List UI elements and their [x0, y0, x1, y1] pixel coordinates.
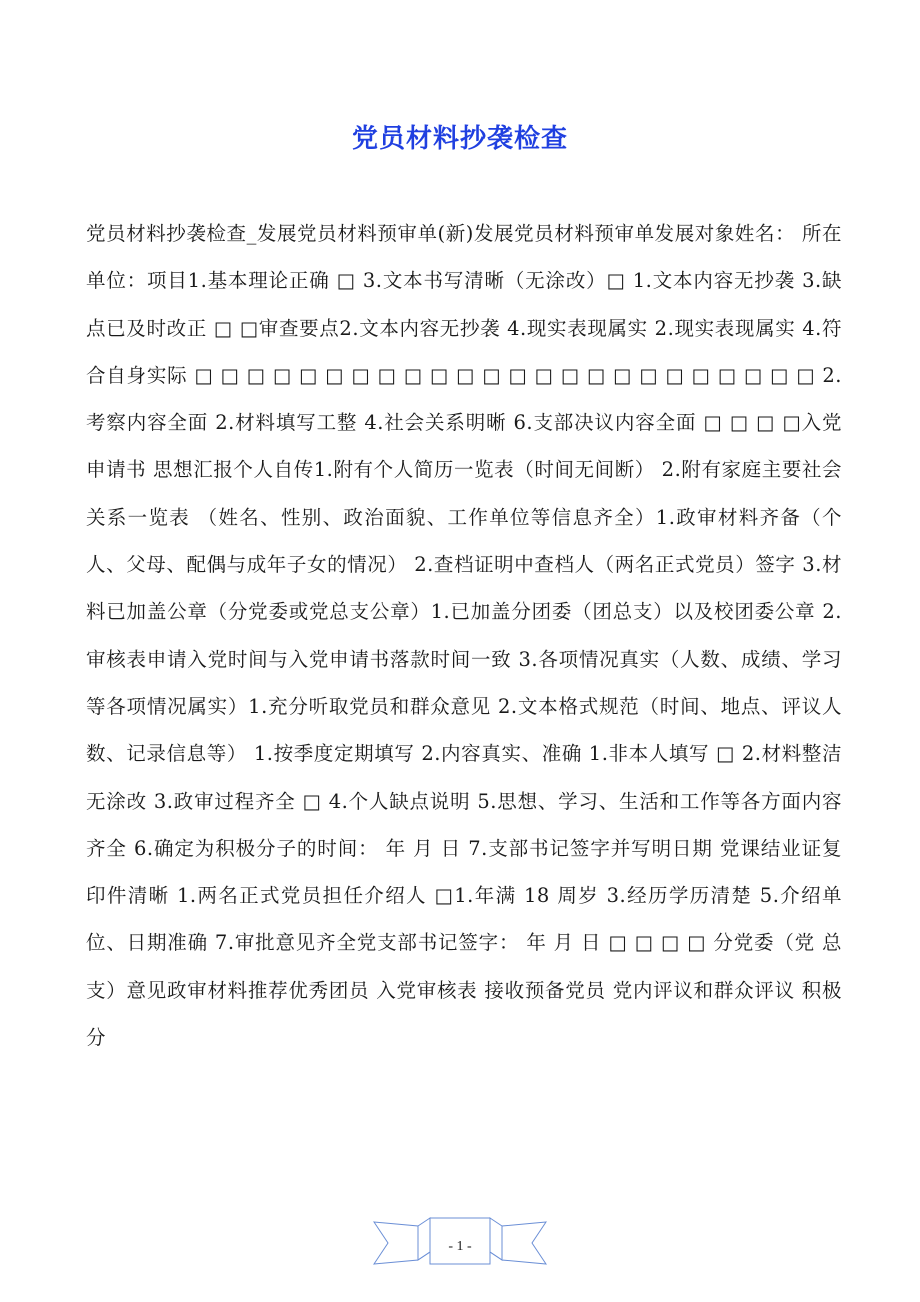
page-number: - 1 - [448, 1239, 472, 1254]
document-body: 党员材料抄袭检查_发展党员材料预审单(新)发展党员材料预审单发展对象姓名： 所在单位：项目1.基本理论正确 □ 3.文本书写清晰（无涂改）□ 1.文本内容无抄袭 3.缺点已及时改正 □ □审查要点2.文本内容无抄袭 4.现实表现属实 2.现实表现属实 4.符合自身实际 □ □ □ □ □ □ □ □ □ □ □ □ □ □ □ □ □ □ □ □ □ □ □ □ 2.考察内容全面 2.材料填写工整 4.社会关系明晰 6.支部决议内容全面 □ □ □ □入党申请书 思想汇报个人自传1.附有个人简历一览表（时间无间断） 2.附有家庭主要社会关系一览表 （姓名、性别、政治面貌、工作单位等信息齐全）1.政审材料齐备（个人、父母、配偶与成年子女的情况） 2.查档证明中查档人（两名正式党员）签字 3.材料已加盖公章（分党委或党总支公章）1.已加盖分团委（团总支）以及校团委公章 2.审核表申请入党时间与入党申请书落款时间一致 3.各项情况真实（人数、成绩、学习等各项情况属实）1.充分听取党员和群众意见 2.文本格式规范（时间、地点、评议人数、记录信息等） 1.按季度定期填写 2.内容真实、准确 1.非本人填写 □ 2.材料整洁无涂改 3.政审过程齐全 □ 4.个人缺点说明 5.思想、学习、生活和工作等各方面内容齐全 6.确定为积极分子的时间： 年 月 日 7.支部书记签字并写明日期 党课结业证复印件清晰 1.两名正式党员担任介绍人 □1.年满 18 周岁 3.经历学历清楚 5.介绍单位、日期准确 7.审批意见齐全党支部书记签字： 年 月 日 □ □ □ □ 分党委（党 总支）意见政审材料推荐优秀团员 入党审核表 接收预备党员 党内评议和群众评议 积极分 [86, 222, 842, 1050]
page-footer [0, 1208, 920, 1280]
document-title: 党员材料抄袭检查 [351, 124, 568, 154]
